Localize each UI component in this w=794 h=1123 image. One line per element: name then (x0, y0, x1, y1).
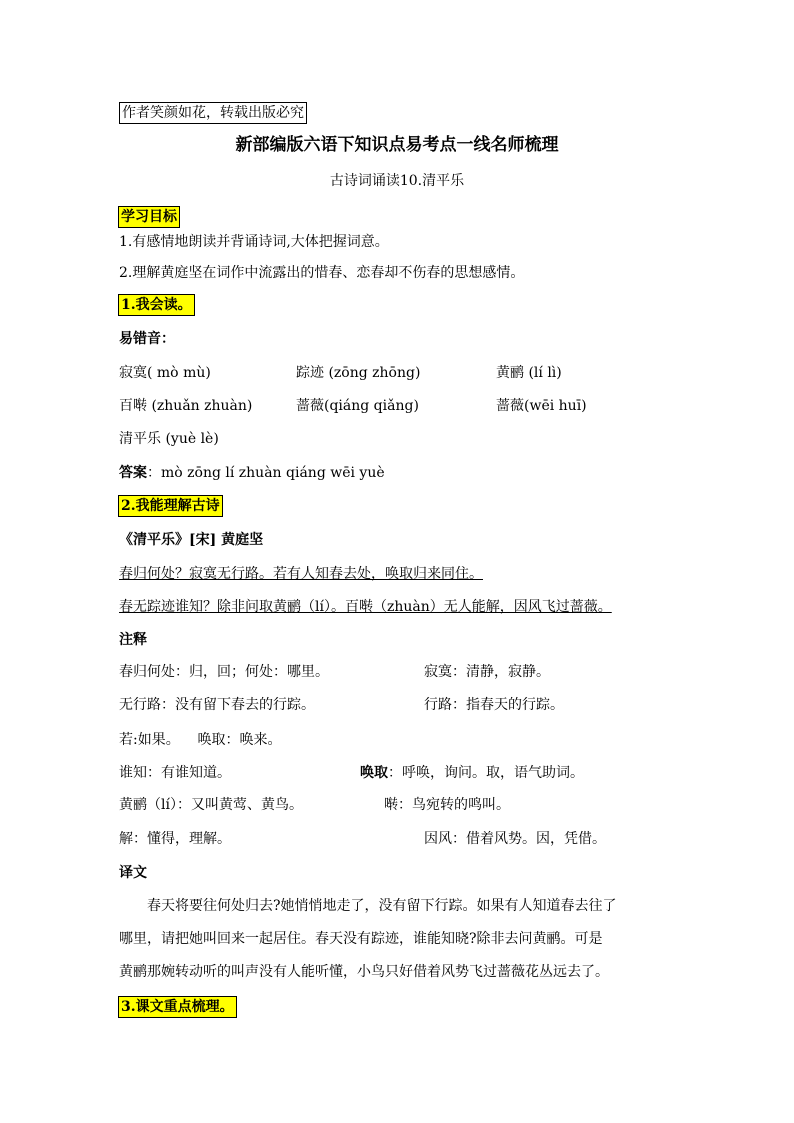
poem-title: 《清平乐》[宋] 黄庭坚 (119, 532, 264, 548)
pinyin-item: 蔷薇(wēi huī) (496, 398, 587, 414)
pinyin-item: 踪迹 (zōng zhōng) (296, 365, 421, 381)
answer-line (119, 463, 385, 483)
answer-text: ：mò zōng lí zhuàn qiáng wēi yuè (147, 465, 385, 481)
note-item: 无行路：没有留下春去的行踪。 (119, 697, 315, 713)
note-item: 春归何处：归，回；何处：哪里。 (119, 664, 329, 680)
page-title: 新部编版六语下知识点易考点一线名师梳理 (235, 135, 559, 155)
note-item: 黄鹂（lí）：又叫黄莺、黄鸟。 (119, 797, 303, 813)
pinyin-item: 黄鹂 (lí lì) (496, 365, 562, 381)
note-item: 解：懂得，理解。 (119, 831, 231, 847)
section2-heading: 2.我能理解古诗 (118, 495, 223, 517)
translation-line-2: 哪里，请把她叫回来一起居住。春天没有踪迹，谁能知晓?除非去问黄鹂。可是 (119, 931, 603, 947)
poem-line-1: 春归何处？寂寞无行路。若有人知春去处，唤取归来同住。 (119, 566, 483, 582)
note-item: 谁知：有谁知道。 (119, 765, 231, 781)
note-item: 若:如果。 唤取：唤来。 (119, 732, 282, 748)
poem-line-2: 春无踪迹谁知？除非问取黄鹂（lí）。百啭（zhuàn）无人能解，因风飞过蔷薇。 (119, 599, 612, 615)
translation-heading: 译文 (119, 865, 147, 881)
note-item: 寂寞：清静，寂静。 (424, 664, 550, 680)
note-item: 因风：借着风势。因，凭借。 (424, 831, 606, 847)
goals-heading: 学习目标 (118, 206, 180, 228)
note-bold-term: 唤取 (360, 765, 388, 781)
goal-item-2: 2.理解黄庭坚在词作中流露出的惜春、恋春却不伤春的思想感情。 (119, 265, 525, 281)
notes-heading: 注释 (119, 632, 147, 648)
note-item: 行路：指春天的行踪。 (424, 697, 564, 713)
pinyin-item: 蔷薇(qiáng qiǎng) (296, 398, 419, 414)
note-item: 啭：鸟宛转的鸣叫。 (384, 797, 510, 813)
goal-item-1: 1.有感情地朗读并背诵诗词,大体把握词意。 (119, 234, 389, 250)
pinyin-item: 清平乐 (yuè lè) (119, 431, 219, 447)
section3-heading: 3.课文重点梳理。 (118, 996, 237, 1018)
translation-line-3: 黄鹂那婉转动听的叫声没有人能听懂，小鸟只好借着风势飞过蔷薇花丛远去了。 (119, 964, 609, 980)
note-definition: ：呼唤，询问。取，语气助词。 (388, 765, 584, 781)
author-note: 作者笑颜如花，转载出版必究 (119, 102, 307, 124)
answer-label: 答案 (119, 465, 147, 481)
pinyin-item: 百啭 (zhuǎn zhuàn) (119, 398, 253, 414)
pinyin-item: 寂寞( mò mù) (119, 365, 211, 381)
pinyin-label: 易错音： (119, 331, 175, 347)
note-item (360, 763, 584, 783)
section1-heading: 1.我会读。 (118, 294, 195, 316)
page-subtitle: 古诗词诵读10.清平乐 (329, 173, 465, 189)
translation-line-1: 春天将要往何处归去?她悄悄地走了，没有留下行踪。如果有人知道春去往了 (147, 898, 617, 914)
